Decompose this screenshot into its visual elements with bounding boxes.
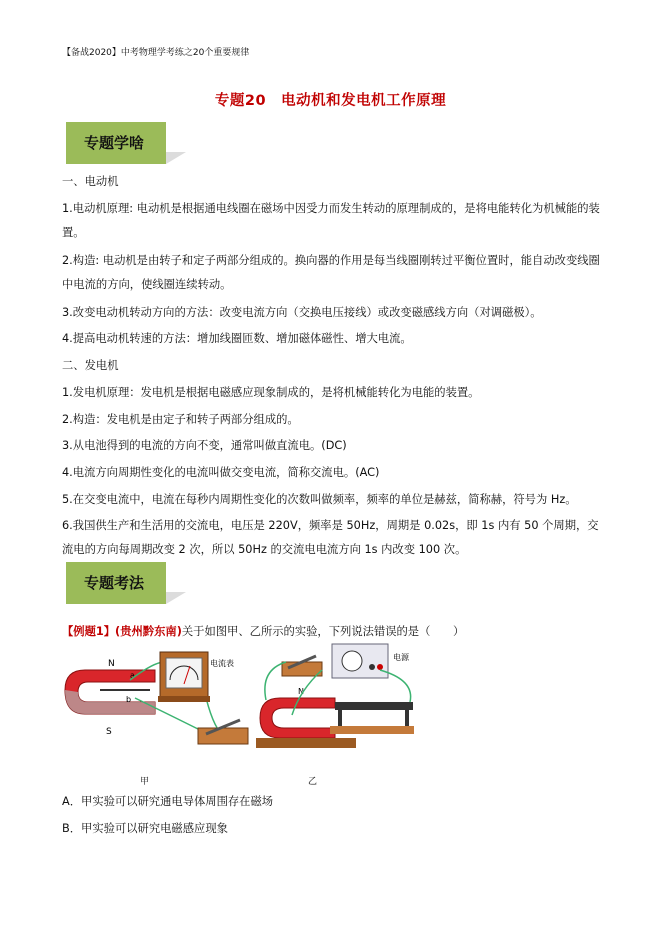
power-label: 电源 <box>393 653 409 662</box>
figure-yi-label: 乙 <box>308 777 318 787</box>
wire-b-label: b <box>126 695 132 704</box>
section2-heading: 二、发电机 <box>62 359 119 372</box>
section2-item: 5.在交变电流中，电流在每秒内周期性变化的次数叫做频率，频率的单位是赫兹，简称赫，符号为 Hz。 <box>62 493 577 506</box>
example-text: 关于如图甲、乙所示的实验，下列说法错误的是（ ） <box>181 625 465 638</box>
switch-yi <box>282 656 322 676</box>
banner-fold <box>166 592 186 604</box>
section2-item: 3.从电池得到的电流的方向不变，通常叫做直流电。(DC) <box>62 439 347 452</box>
section1-item: 2.构造: 电动机是由转子和定子两部分组成的。换向器的作用是每当线圈刚转过平衡位置时，能自动改变线圈中电流的方向，使线圈连续转动。 <box>62 254 600 291</box>
section2-item: 2.构造：发电机是由定子和转子两部分组成的。 <box>62 413 299 426</box>
section-banner-learn: 专题学啥 <box>66 122 166 164</box>
wire-a-label: a <box>130 671 135 680</box>
horseshoe-magnet-jia <box>65 670 155 714</box>
rail-stand <box>330 702 414 734</box>
page-title: 专题20 电动机和发电机工作原理 <box>214 93 447 109</box>
section1-item: 1.电动机原理: 电动机是根据通电线圈在磁场中因受力而发生转动的原理制成的，是将电能转化为机械能的装置。 <box>62 202 600 239</box>
section2-item: 6.我国供生产和生活用的交流电，电压是 220V，频率是 50Hz，周期是 0.02s，即 1s 内有 50 个周期，交流电的方向每周期改变 2 次，所以 50Hz 的交流电电流方向 1s 内改变 100 次。 <box>62 519 599 556</box>
option-b: B．甲实验可以研究电磁感应现象 <box>62 822 228 835</box>
example-label: 【例题1】(贵州黔东南) <box>62 625 182 638</box>
magnet-s-label: S <box>106 727 112 737</box>
section-banner-exam: 专题考法 <box>66 562 166 604</box>
figure-jia-label: 甲 <box>140 777 150 787</box>
example-question <box>62 623 464 641</box>
ammeter-label: 电流表 <box>210 659 234 668</box>
section2-item: 1.发电机原理：发电机是根据电磁感应现象制成的，是将机械能转化为电能的装置。 <box>62 386 480 399</box>
section2-item: 4.电流方向周期性变化的电流叫做交变电流，简称交流电。(AC) <box>62 466 380 479</box>
switch-jia <box>198 720 248 744</box>
section1-item: 3.改变电动机转动方向的方法：改变电流方向（交换电压接线）或改变磁感线方向（对调磁极）。 <box>62 306 542 319</box>
section1-item: 4.提高电动机转速的方法：增加线圈匝数、增加磁体磁性、增大电流。 <box>62 332 412 345</box>
banner-fold <box>166 152 186 164</box>
option-a: A．甲实验可以研究通电导体周围存在磁场 <box>62 795 274 808</box>
ammeter <box>158 652 210 702</box>
magnet-n-label: N <box>108 659 115 669</box>
page-header: 【备战2020】中考物理学考练之20个重要规律 <box>62 48 250 58</box>
section1-heading: 一、电动机 <box>62 175 119 188</box>
magnet-n-label-yi: N <box>298 687 304 696</box>
experiment-figures <box>60 640 420 760</box>
power-supply <box>332 644 388 678</box>
